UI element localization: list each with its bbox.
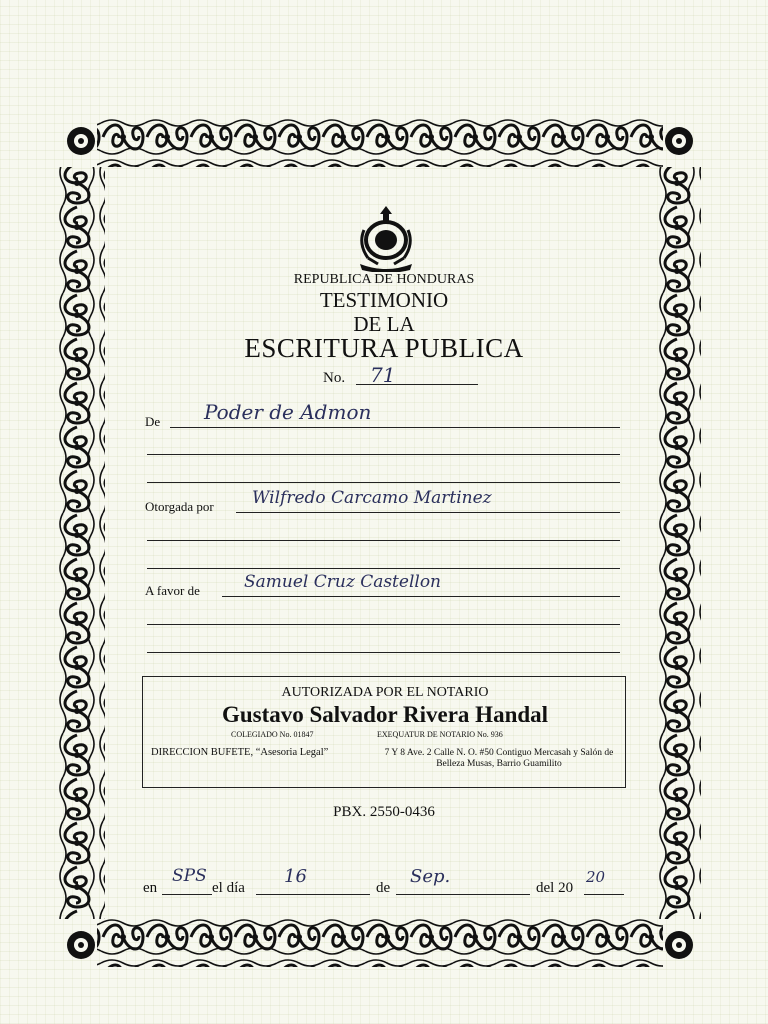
date-dia-label: el día [212, 880, 245, 896]
date-en-line [162, 894, 212, 895]
date-day-value: 16 [284, 866, 307, 887]
coat-of-arms-icon [354, 204, 418, 272]
favor-label: A favor de [145, 583, 200, 598]
title-escritura-publica: ESCRITURA PUBLICA [244, 333, 524, 363]
notary-address: 7 Y 8 Ave. 2 Calle N. O. #50 Contiguo Mercasah y Salón de Belleza Musas, Barrio Guamilito [384, 748, 614, 769]
date-dia-line [256, 894, 370, 895]
number-value: 71 [370, 363, 396, 387]
favor-line [222, 596, 620, 597]
date-month-line [396, 894, 530, 895]
notary-box [142, 676, 626, 788]
de-value: Poder de Admon [204, 400, 372, 424]
phone-number: PBX. 2550-0436 [333, 804, 435, 820]
otorgada-line-3 [147, 568, 620, 569]
direccion-bufete: DIRECCION BUFETE, “Asesoria Legal” [151, 747, 329, 758]
date-month-value: Sep. [410, 866, 451, 887]
de-line-2 [147, 454, 620, 455]
authorized-by: AUTORIZADA POR EL NOTARIO [281, 685, 489, 700]
date-de-label: de [376, 880, 391, 896]
colegiado-number: COLEGIADO No. 01847 [231, 730, 314, 739]
number-label: No. [323, 370, 346, 386]
otorgada-label: Otorgada por [145, 499, 214, 514]
otorgada-value: Wilfredo Carcamo Martinez [252, 488, 492, 508]
de-label: De [145, 414, 161, 429]
date-del-label: del 20 [536, 880, 574, 896]
otorgada-line-2 [147, 540, 620, 541]
date-place-value: SPS [172, 866, 207, 886]
de-line-3 [147, 482, 620, 483]
de-line [170, 427, 620, 428]
title-testimonio: TESTIMONIO [319, 288, 449, 312]
favor-line-2 [147, 624, 620, 625]
date-en-label: en [143, 880, 158, 896]
favor-line-3 [147, 652, 620, 653]
favor-value: Samuel Cruz Castellon [244, 572, 442, 592]
notary-name: Gustavo Salvador Rivera Handal [221, 702, 549, 727]
otorgada-line [236, 512, 620, 513]
date-year-line [584, 894, 624, 895]
title-de-la: DE LA [353, 312, 415, 336]
country-name: REPUBLICA DE HONDURAS [293, 272, 475, 287]
date-year-value: 20 [586, 868, 606, 886]
exequatur-number: EXEQUATUR DE NOTARIO No. 936 [377, 730, 503, 739]
